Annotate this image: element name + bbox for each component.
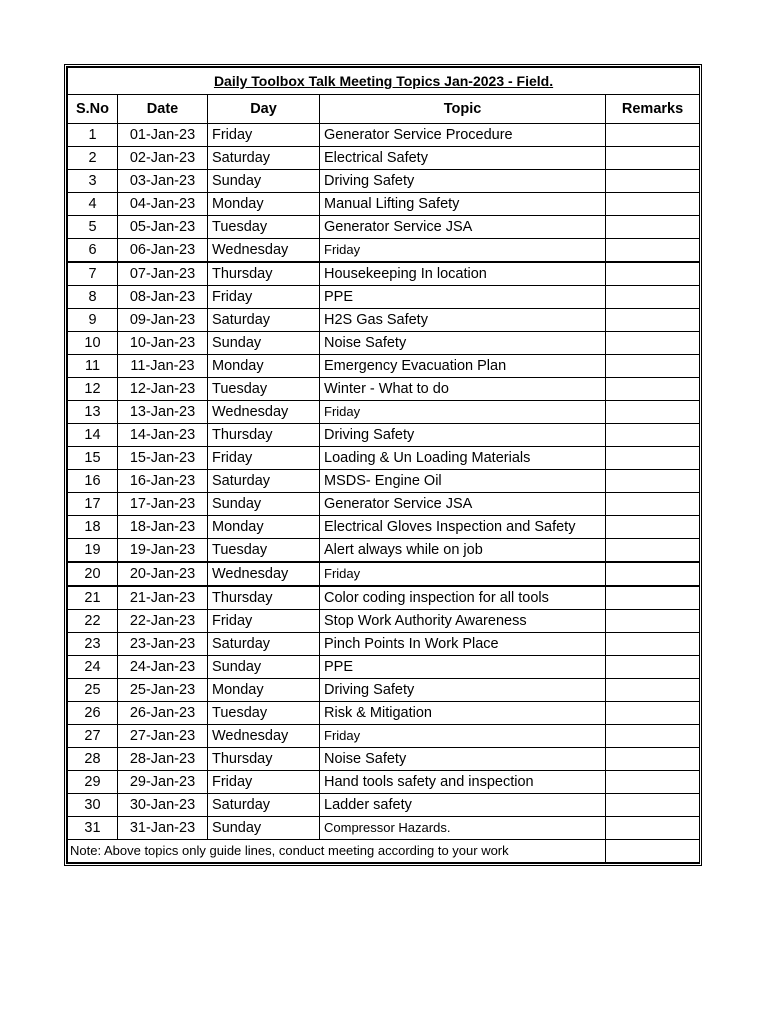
sno-cell: 10 [68,332,118,355]
table-row [68,424,700,447]
date-cell: 26-Jan-23 [118,702,208,725]
sno-cell: 4 [68,193,118,216]
sno-cell: 26 [68,702,118,725]
sno-cell: 20 [68,562,118,586]
sno-cell: 15 [68,447,118,470]
sno-cell: 18 [68,516,118,539]
topic-cell: Friday [320,562,606,586]
table-title: Daily Toolbox Talk Meeting Topics Jan-2023 - Field. [68,68,700,95]
day-cell: Saturday [208,309,320,332]
remarks-cell [606,401,700,424]
topic-cell: Driving Safety [320,170,606,193]
remarks-cell [606,539,700,563]
table-row [68,702,700,725]
remarks-cell [606,124,700,147]
sno-cell: 11 [68,355,118,378]
day-cell: Thursday [208,424,320,447]
note-row [68,840,700,863]
remarks-cell [606,147,700,170]
sno-cell: 13 [68,401,118,424]
day-cell: Wednesday [208,725,320,748]
topic-cell: Driving Safety [320,679,606,702]
table-row [68,771,700,794]
sno-cell: 2 [68,147,118,170]
table-row [68,286,700,309]
remarks-cell [606,424,700,447]
table-row [68,610,700,633]
remarks-cell [606,562,700,586]
remarks-cell [606,794,700,817]
remarks-cell [606,610,700,633]
remarks-cell [606,586,700,610]
date-cell: 11-Jan-23 [118,355,208,378]
day-cell: Thursday [208,748,320,771]
remarks-cell [606,633,700,656]
remarks-cell [606,817,700,840]
day-cell: Wednesday [208,401,320,424]
table-row [68,539,700,563]
day-cell: Sunday [208,656,320,679]
day-cell: Monday [208,355,320,378]
topics-table [67,67,700,863]
remarks-cell [606,239,700,263]
date-cell: 08-Jan-23 [118,286,208,309]
day-cell: Friday [208,771,320,794]
table-row [68,656,700,679]
sno-cell: 3 [68,170,118,193]
table-row [68,262,700,286]
topic-cell: Ladder safety [320,794,606,817]
header-day: Day [208,95,320,124]
day-cell: Friday [208,447,320,470]
date-cell: 31-Jan-23 [118,817,208,840]
topic-cell: Electrical Safety [320,147,606,170]
table-row [68,586,700,610]
day-cell: Tuesday [208,702,320,725]
topic-cell: H2S Gas Safety [320,309,606,332]
remarks-cell [606,216,700,239]
day-cell: Wednesday [208,239,320,263]
date-cell: 27-Jan-23 [118,725,208,748]
topic-cell: MSDS- Engine Oil [320,470,606,493]
remarks-cell [606,748,700,771]
date-cell: 17-Jan-23 [118,493,208,516]
date-cell: 19-Jan-23 [118,539,208,563]
table-row [68,193,700,216]
table-row [68,124,700,147]
remarks-cell [606,516,700,539]
remarks-cell [606,470,700,493]
day-cell: Thursday [208,262,320,286]
date-cell: 12-Jan-23 [118,378,208,401]
day-cell: Tuesday [208,539,320,563]
note-text: Note: Above topics only guide lines, conduct meeting according to your work [68,840,606,863]
date-cell: 21-Jan-23 [118,586,208,610]
remarks-cell [606,656,700,679]
remarks-cell [606,286,700,309]
topic-cell: Stop Work Authority Awareness [320,610,606,633]
sno-cell: 1 [68,124,118,147]
topic-cell: Hand tools safety and inspection [320,771,606,794]
date-cell: 02-Jan-23 [118,147,208,170]
topic-cell: Manual Lifting Safety [320,193,606,216]
sno-cell: 24 [68,656,118,679]
day-cell: Saturday [208,470,320,493]
day-cell: Sunday [208,817,320,840]
sno-cell: 31 [68,817,118,840]
header-topic: Topic [320,95,606,124]
table-row [68,725,700,748]
day-cell: Monday [208,193,320,216]
topic-cell: Noise Safety [320,332,606,355]
date-cell: 14-Jan-23 [118,424,208,447]
remarks-cell [606,332,700,355]
date-cell: 29-Jan-23 [118,771,208,794]
table-row [68,216,700,239]
sno-cell: 14 [68,424,118,447]
date-cell: 04-Jan-23 [118,193,208,216]
topic-cell: PPE [320,656,606,679]
sno-cell: 27 [68,725,118,748]
topic-cell: Friday [320,401,606,424]
day-cell: Monday [208,679,320,702]
remarks-cell [606,170,700,193]
sno-cell: 25 [68,679,118,702]
topic-cell: Generator Service Procedure [320,124,606,147]
topic-cell: Risk & Mitigation [320,702,606,725]
sno-cell: 28 [68,748,118,771]
day-cell: Sunday [208,170,320,193]
table-row [68,239,700,263]
sno-cell: 19 [68,539,118,563]
sno-cell: 23 [68,633,118,656]
remarks-cell [606,447,700,470]
topic-cell: PPE [320,286,606,309]
table-row [68,470,700,493]
date-cell: 30-Jan-23 [118,794,208,817]
date-cell: 13-Jan-23 [118,401,208,424]
topic-cell: Friday [320,239,606,263]
table-row [68,332,700,355]
table-row [68,633,700,656]
table-row [68,170,700,193]
date-cell: 06-Jan-23 [118,239,208,263]
remarks-cell [606,493,700,516]
table-row [68,378,700,401]
day-cell: Saturday [208,147,320,170]
table-row [68,401,700,424]
date-cell: 10-Jan-23 [118,332,208,355]
sno-cell: 22 [68,610,118,633]
date-cell: 15-Jan-23 [118,447,208,470]
topic-cell: Alert always while on job [320,539,606,563]
date-cell: 22-Jan-23 [118,610,208,633]
day-cell: Sunday [208,332,320,355]
sno-cell: 8 [68,286,118,309]
sno-cell: 9 [68,309,118,332]
day-cell: Thursday [208,586,320,610]
table-row [68,309,700,332]
topic-cell: Compressor Hazards. [320,817,606,840]
sno-cell: 29 [68,771,118,794]
date-cell: 09-Jan-23 [118,309,208,332]
date-cell: 25-Jan-23 [118,679,208,702]
topic-cell: Driving Safety [320,424,606,447]
sno-cell: 6 [68,239,118,263]
table-row [68,748,700,771]
sno-cell: 17 [68,493,118,516]
date-cell: 18-Jan-23 [118,516,208,539]
remarks-cell [606,309,700,332]
date-cell: 07-Jan-23 [118,262,208,286]
date-cell: 24-Jan-23 [118,656,208,679]
table-row [68,355,700,378]
day-cell: Tuesday [208,378,320,401]
table-row [68,493,700,516]
remarks-cell [606,355,700,378]
remarks-cell [606,725,700,748]
toolbox-talk-sheet [64,64,702,866]
topic-cell: Pinch Points In Work Place [320,633,606,656]
table-row [68,794,700,817]
table-row [68,147,700,170]
sno-cell: 30 [68,794,118,817]
table-row [68,679,700,702]
date-cell: 03-Jan-23 [118,170,208,193]
remarks-cell [606,193,700,216]
date-cell: 16-Jan-23 [118,470,208,493]
day-cell: Tuesday [208,216,320,239]
date-cell: 01-Jan-23 [118,124,208,147]
day-cell: Wednesday [208,562,320,586]
day-cell: Monday [208,516,320,539]
table-row [68,447,700,470]
remarks-cell [606,262,700,286]
table-row [68,516,700,539]
sno-cell: 16 [68,470,118,493]
header-remarks: Remarks [606,95,700,124]
topic-cell: Noise Safety [320,748,606,771]
topic-cell: Emergency Evacuation Plan [320,355,606,378]
day-cell: Friday [208,610,320,633]
header-row [68,95,700,124]
note-remarks-cell [606,840,700,863]
topic-cell: Friday [320,725,606,748]
day-cell: Sunday [208,493,320,516]
topic-cell: Winter - What to do [320,378,606,401]
sno-cell: 7 [68,262,118,286]
header-date: Date [118,95,208,124]
remarks-cell [606,679,700,702]
topic-cell: Color coding inspection for all tools [320,586,606,610]
day-cell: Saturday [208,794,320,817]
day-cell: Friday [208,124,320,147]
sno-cell: 12 [68,378,118,401]
topic-cell: Generator Service JSA [320,216,606,239]
day-cell: Saturday [208,633,320,656]
table-row [68,817,700,840]
date-cell: 05-Jan-23 [118,216,208,239]
topic-cell: Loading & Un Loading Materials [320,447,606,470]
header-sno: S.No [68,95,118,124]
topic-cell: Housekeeping In location [320,262,606,286]
table-row [68,562,700,586]
remarks-cell [606,702,700,725]
topic-cell: Generator Service JSA [320,493,606,516]
topic-cell: Electrical Gloves Inspection and Safety [320,516,606,539]
remarks-cell [606,771,700,794]
day-cell: Friday [208,286,320,309]
remarks-cell [606,378,700,401]
date-cell: 28-Jan-23 [118,748,208,771]
sno-cell: 5 [68,216,118,239]
date-cell: 20-Jan-23 [118,562,208,586]
date-cell: 23-Jan-23 [118,633,208,656]
sno-cell: 21 [68,586,118,610]
